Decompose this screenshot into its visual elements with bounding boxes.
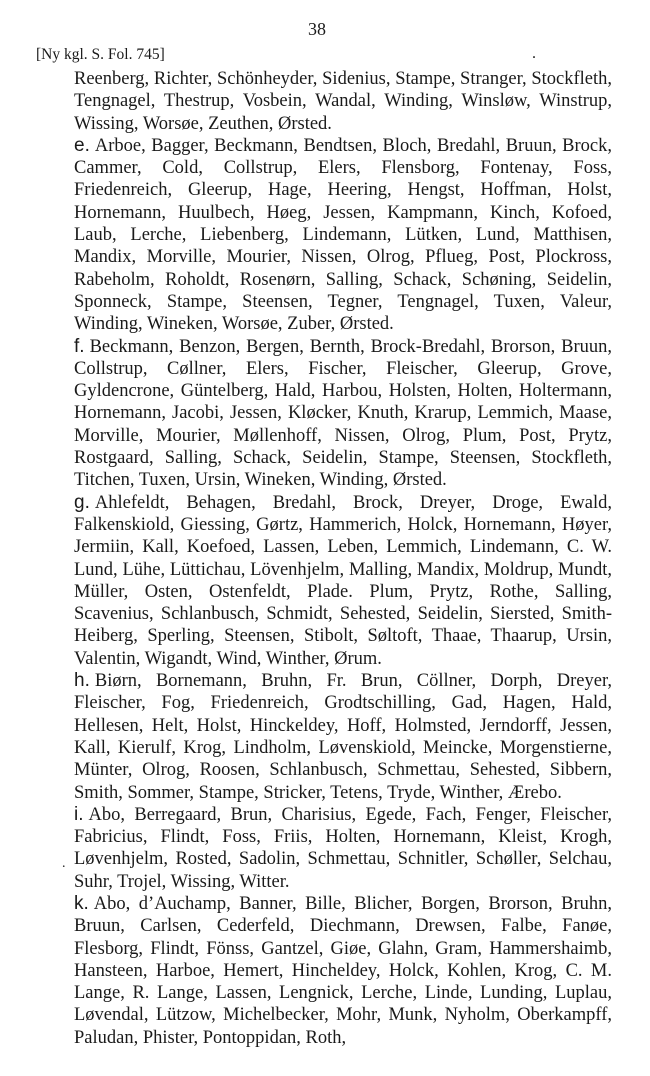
section-text: Biørn, Bornemann, Bruhn, Fr. Brun, Cöllner, Dorph, Dreyer, Fleischer, Fog, Friedenreich, Grodtschilling, Gad, Hagen, Hald, Hellesen, Helt, Holst, Hinckeldey, Hoff, Holmsted, Jerndorff, Jessen, Kall, Kierulf, Krog, Lindholm, Løvenskiold, Meincke, Morgenstierne, Münter, Olrog, Roosen, Schlanbusch, Schmettau, Sehested, Sibbern, Smith, Sommer, Stampe, Stricker, Tetens, Tryde, Winther, Ærebo. [74, 671, 612, 803]
section-text: Beckmann, Benzon, Bergen, Bernth, Brock-Bredahl, Brorson, Bruun, Collstrup, Cøllner, Elers, Fischer, Fleischer, Gleerup, Grove, Gyldencrone, Güntelberg, Hald, Harbou, Holsten, Holten, Holtermann, Hornemann, Jacobi, Jessen, Kløcker, Knuth, Krarup, Lemmich, Maase, Morville, Mourier, Møllenhoff, Nissen, Olrog, Plum, Post, Prytz, Rostgaard, Salling, Schack, Seidelin, Stampe, Steensen, Stockfleth, Titchen, Tuxen, Ursin, Wineken, Winding, Ørsted. [74, 336, 612, 491]
continuation-paragraph: Reenberg, Richter, Schönheyder, Sidenius, Stampe, Stranger, Stockfleth, Tengnagel, Thestrup, Vosbein, Wandal, Winding, Winsløw, Winstrup, Wissing, Worsøe, Zeuthen, Ørsted. [74, 69, 612, 134]
section-letter: f. [74, 335, 85, 357]
corner-dot-mark: . [532, 45, 536, 62]
section-text: Ahlefeldt, Behagen, Bredahl, Brock, Dreyer, Droge, Ewald, Falkenskiold, Giessing, Gørtz, Hammerich, Holck, Hornemann, Høyer, Jermiin, Kall, Koefoed, Lassen, Leben, Lemmich, Lindemann, C. W. Lund, Lühe, Lüttichau, Lövenhjelm, Malling, Mandix, Moldrup, Mundt, Müller, Osten, Ostenfeldt, Plade. Plum, Prytz, Rothe, Salling, Scavenius, Schlanbusch, Schmidt, Sehested, Seidelin, Siersted, Smith-Heiberg, Sperling, Steensen, Stibolt, Søltoft, Thaae, Thaarup, Ursin, Valentin, Wigandt, Wind, Winther, Ørum. [74, 492, 612, 669]
section-i [74, 804, 612, 893]
section-letter: k. [74, 892, 89, 914]
section-k [74, 893, 612, 1049]
section-letter: e. [74, 134, 90, 156]
page-body [74, 68, 612, 1049]
section-g [74, 492, 612, 670]
section-letter: h. [74, 670, 90, 692]
section-text: Arboe, Bagger, Beckmann, Bendtsen, Bloch, Bredahl, Bruun, Brock, Cammer, Cold, Collstrup, Elers, Flensborg, Fontenay, Foss, Friedenreich, Gleerup, Hage, Heering, Hengst, Hoffman, Holst, Hornemann, Huulbech, Høeg, Jessen, Kampmann, Kinch, Kofoed, Laub, Lerche, Liebenberg, Lindemann, Lütken, Lund, Matthisen, Mandix, Morville, Mourier, Nissen, Olrog, Pflueg, Post, Plockross, Rabeholm, Roholdt, Rosenørn, Salling, Schack, Schøning, Seidelin, Sponneck, Stampe, Steensen, Tegner, Tengnagel, Tuxen, Valeur, Winding, Wineken, Worsøe, Zuber, Ørsted. [74, 135, 612, 335]
section-text: Abo, d’Auchamp, Banner, Bille, Blicher, Borgen, Brorson, Bruhn, Bruun, Carlsen, Cederfeld, Diechmann, Drewsen, Falbe, Fanøe, Flesborg, Flindt, Fönss, Gantzel, Giøe, Glahn, Gram, Hammershaimb, Hansteen, Harboe, Hemert, Hincheldey, Holck, Kohlen, Krog, C. M. Lange, R. Lange, Lassen, Lengnick, Lerche, Linde, Lunding, Luplau, Løvendal, Lützow, Michelbecker, Mohr, Munk, Nyholm, Oberkampff, Paludan, Phister, Pontoppidan, Roth, [74, 893, 612, 1048]
section-e [74, 135, 612, 336]
section-letter: g. [74, 491, 90, 513]
manuscript-signature: [Ny kgl. S. Fol. 745] [36, 46, 165, 63]
section-text: Abo, Berregaard, Brun, Charisius, Egede, Fach, Fenger, Fleischer, Fabricius, Flindt, Foss, Friis, Holten, Hornemann, Kleist, Krogh, Løvenhjelm, Rosted, Sadolin, Schmettau, Schnitler, Schøller, Selchau, Suhr, Trojel, Wissing, Witter. [74, 804, 612, 892]
section-letter: i. [74, 803, 84, 825]
page-number: 38 [308, 19, 326, 39]
margin-dot-mark: . [62, 856, 66, 871]
section-f [74, 336, 612, 492]
section-h [74, 670, 612, 804]
